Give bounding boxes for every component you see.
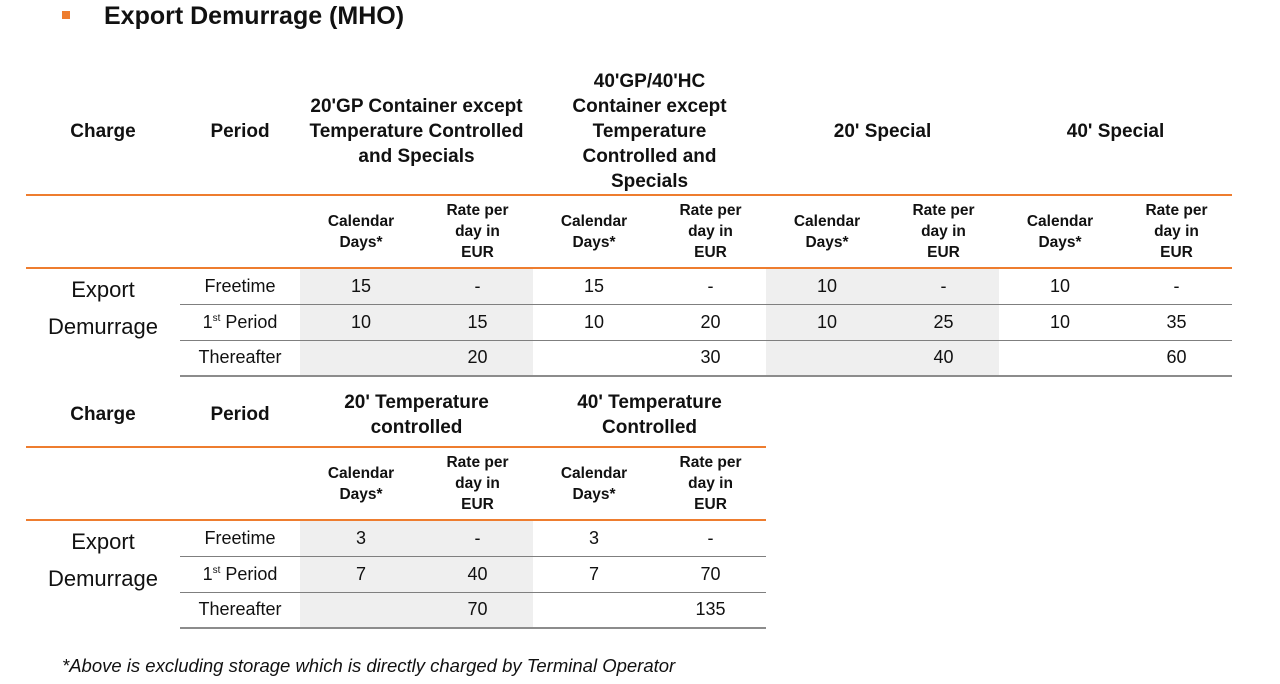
period-first-rest: Period <box>220 563 278 584</box>
table-cell: - <box>655 520 766 556</box>
header-group: 40' Temperature Controlled <box>533 383 766 447</box>
subheader-calendar-days: Calendar Days* <box>533 195 655 268</box>
period-first-num: 1 <box>202 563 213 584</box>
demurrage-table-general <box>26 68 1232 377</box>
table-cell: 135 <box>655 592 766 628</box>
subheader-rate: Rate per day in EUR <box>1121 195 1232 268</box>
page-title: Export Demurrage (MHO) <box>104 2 405 30</box>
table-cell: 40 <box>888 340 999 376</box>
period-first <box>180 304 300 340</box>
table-cell: 60 <box>1121 340 1232 376</box>
subheader-calendar-days: Calendar Days* <box>999 195 1121 268</box>
table-cell: 7 <box>300 556 422 592</box>
period-first-num: 1 <box>202 311 213 332</box>
header-group: 20' Temperature controlled <box>300 383 533 447</box>
period-thereafter: Thereafter <box>180 340 300 376</box>
table-cell: 20 <box>655 304 766 340</box>
table-cell: 10 <box>766 268 888 304</box>
header-charge: Charge <box>26 383 180 447</box>
charge-label: Export Demurrage <box>47 529 159 591</box>
table-cell: 10 <box>300 304 422 340</box>
table-cell: 3 <box>533 520 655 556</box>
title-bullet <box>62 11 70 19</box>
table-cell: 10 <box>766 304 888 340</box>
subheader-rate: Rate per day in EUR <box>655 195 766 268</box>
table-cell: - <box>1121 268 1232 304</box>
table-cell: 10 <box>999 304 1121 340</box>
table-cell: 20 <box>422 340 533 376</box>
charge-label: Export Demurrage <box>47 277 159 339</box>
period-freetime: Freetime <box>180 520 300 556</box>
header-charge: Charge <box>26 68 180 195</box>
table-cell: 25 <box>888 304 999 340</box>
period-first-rest: Period <box>220 311 278 332</box>
table-cell: 10 <box>999 268 1121 304</box>
subheader-rate: Rate per day in EUR <box>422 195 533 268</box>
table-cell: - <box>422 268 533 304</box>
demurrage-table-temperature <box>26 383 766 629</box>
subheader-calendar-days: Calendar Days* <box>533 447 655 520</box>
period-thereafter: Thereafter <box>180 592 300 628</box>
subheader-calendar-days: Calendar Days* <box>300 447 422 520</box>
subheader-rate: Rate per day in EUR <box>655 447 766 520</box>
table-cell: - <box>422 520 533 556</box>
table-cell: - <box>888 268 999 304</box>
header-group: 40'GP/40'HC Container except Temperature Controlled and Specials <box>533 68 766 195</box>
table-cell: 15 <box>533 268 655 304</box>
subheader-calendar-days: Calendar Days* <box>300 195 422 268</box>
header-period: Period <box>180 68 300 195</box>
subheader-rate: Rate per day in EUR <box>422 447 533 520</box>
table-cell: 70 <box>422 592 533 628</box>
footnote: *Above is excluding storage which is directly charged by Terminal Operator <box>62 655 676 676</box>
table-cell: 3 <box>300 520 422 556</box>
period-first-sup: st <box>212 312 221 324</box>
table-cell: 15 <box>300 268 422 304</box>
table-cell: 35 <box>1121 304 1232 340</box>
period-freetime: Freetime <box>180 268 300 304</box>
period-first <box>180 556 300 592</box>
table-cell: 70 <box>655 556 766 592</box>
header-group: 20'GP Container except Temperature Controlled and Specials <box>300 68 533 195</box>
header-group: 20' Special <box>766 68 999 195</box>
table-cell: 15 <box>422 304 533 340</box>
header-group: 40' Special <box>999 68 1232 195</box>
header-period: Period <box>180 383 300 447</box>
table-cell: 7 <box>533 556 655 592</box>
table-cell: 10 <box>533 304 655 340</box>
table-cell: - <box>655 268 766 304</box>
subheader-calendar-days: Calendar Days* <box>766 195 888 268</box>
table-cell: 40 <box>422 556 533 592</box>
period-first-sup: st <box>212 564 221 576</box>
subheader-rate: Rate per day in EUR <box>888 195 999 268</box>
table-cell: 30 <box>655 340 766 376</box>
